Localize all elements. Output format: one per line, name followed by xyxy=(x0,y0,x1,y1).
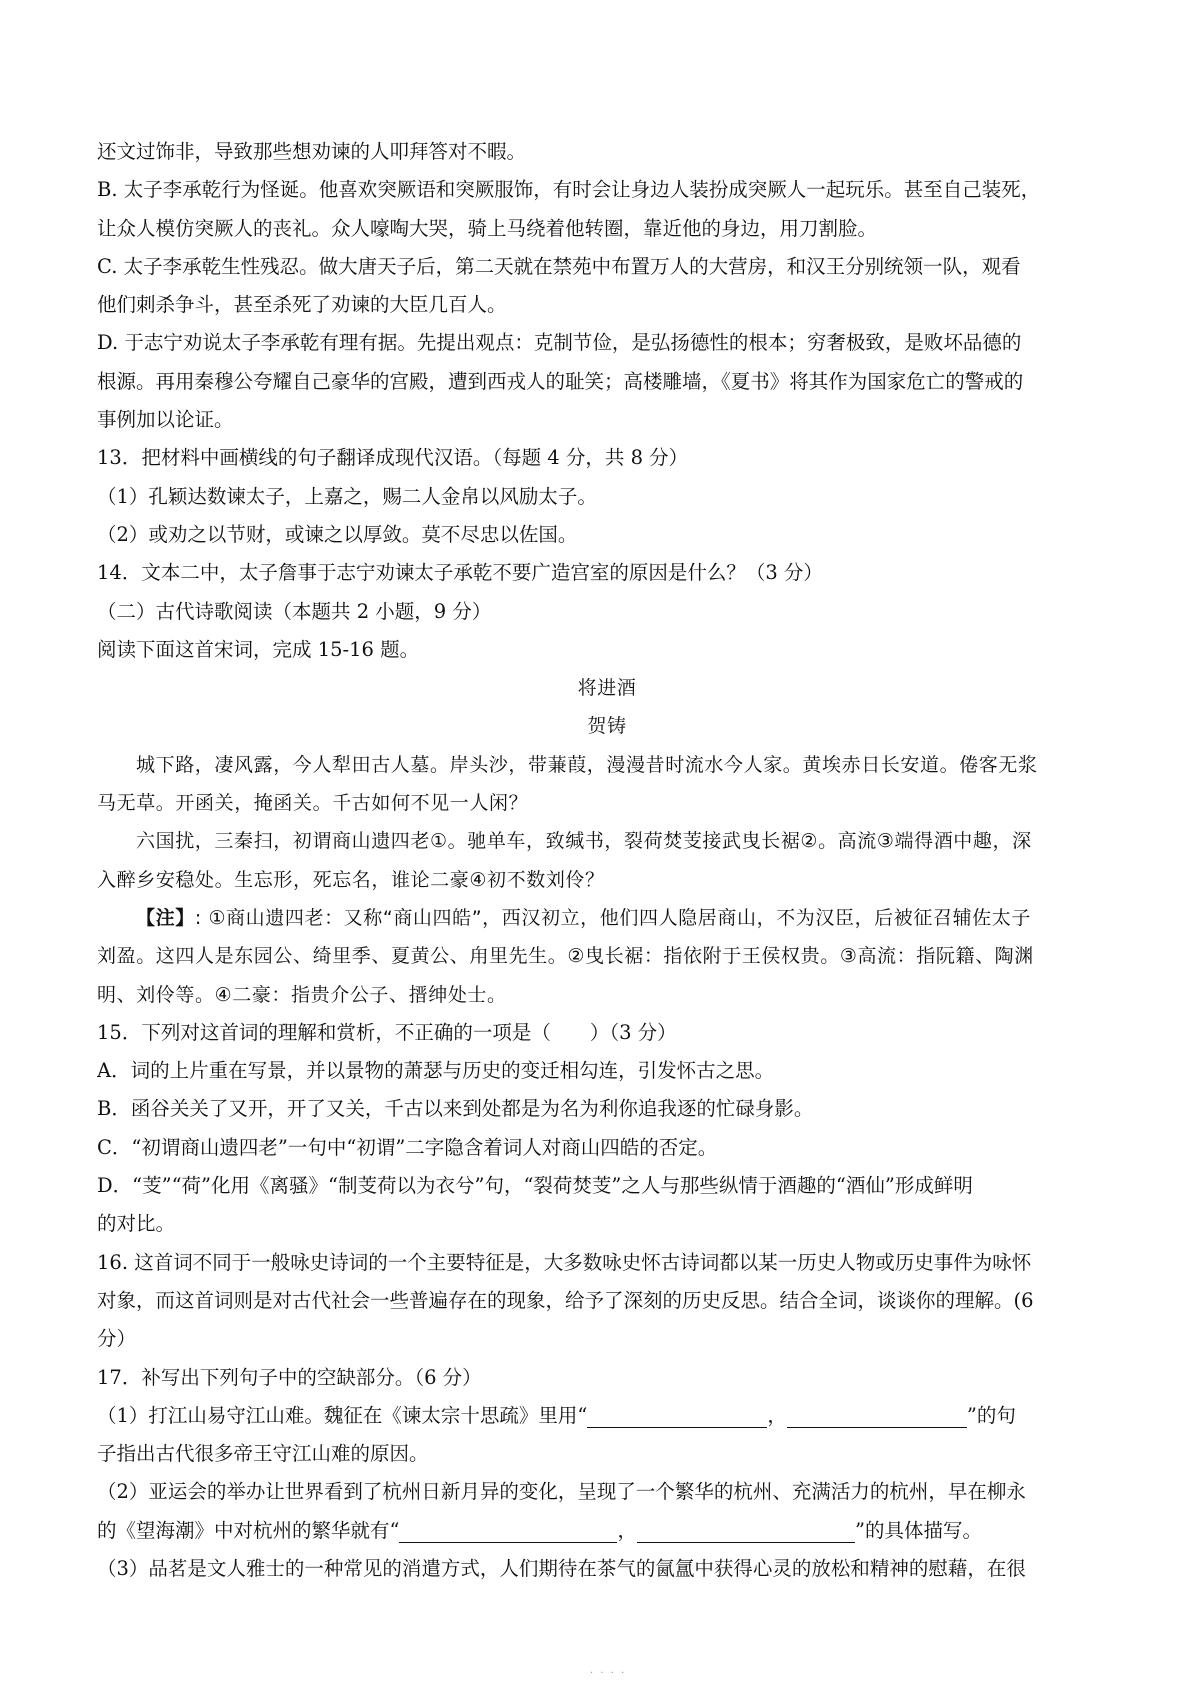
poem-line: 入醉乡安稳处。生忘形，死忘名，谁论二豪④初不数刘伶？ xyxy=(97,868,605,891)
q17-item-1-line-1 xyxy=(97,1397,1117,1435)
q17-text: ， xyxy=(767,1403,787,1427)
text-line: 还文过饰非，导致那些想劝谏的人叩拜答对不暇。 xyxy=(97,140,527,163)
text-line: D．“芰”“荷”化用《离骚》“制芰荷以为衣兮”句，“裂荷焚芰”之人与那些纵情于酒趣的“酒仙”形成鲜明 xyxy=(97,1174,973,1198)
text-line: 事例加以论证。 xyxy=(97,408,234,432)
exam-page xyxy=(97,133,1117,1588)
text-line: 分） xyxy=(97,1327,137,1351)
text-line: 他们刺杀争斗，甚至杀死了劝谏的大臣几百人。 xyxy=(97,293,507,317)
note-label: 【注】 xyxy=(136,906,195,929)
text-line: 的对比。 xyxy=(97,1212,176,1236)
text-line: C. 太子李承乾生性残忍。做大唐天子后，第二天就在禁苑中布置万人的大营房，和汉王分别统领一队，观看 xyxy=(97,254,1021,278)
poem-line: 六国扰，三秦扫，初谓商山遗四老①。驰单车，致缄书，裂荷焚芰接武曳长裾②。高流③端得酒中趣，深 xyxy=(136,830,1032,853)
q17-text: ， xyxy=(617,1518,637,1542)
answer-blank[interactable] xyxy=(587,1405,767,1428)
answer-blank[interactable] xyxy=(637,1520,855,1543)
poem-title: 将进酒 xyxy=(577,677,637,700)
text-line: 阅读下面这首宋词，完成 15-16 题。 xyxy=(97,637,420,661)
q17-text: ”的句 xyxy=(966,1403,1016,1427)
text-line: （2）或劝之以节财，或谏之以厚敛。莫不尽忠以佐国。 xyxy=(97,522,578,546)
poem-note-line: 刘盈。这四人是东园公、绮里季、夏黄公、甪里先生。②曳长裾：指依附于王侯权贵。③高流：指阮籍、陶渊 xyxy=(97,945,1034,968)
poem-stanza-1 xyxy=(97,746,1117,823)
text-line: （1）孔颖达数谏太子，上嘉之，赐二人金帛以风励太子。 xyxy=(97,484,597,508)
poem-stanza-2 xyxy=(97,822,1117,899)
text-line: 16. 这首词不同于一般咏史诗词的一个主要特征是，大多数咏史怀古诗词都以某一历史人物或历史事件为咏怀 xyxy=(97,1250,1032,1274)
text-block-top xyxy=(97,133,1117,669)
text-line: B．函谷关关了又开，开了又关，千古以来到处都是为名为利你追我逐的忙碌身影。 xyxy=(97,1097,814,1121)
text-line: 根源。再用秦穆公夸耀自己豪华的宫殿，遭到西戎人的耻笑；高楼雕墙，《夏书》将其作为国家危亡的警戒的 xyxy=(97,369,1024,393)
text-line: A．词的上片重在写景，并以景物的萧瑟与历史的变迁相勾连，引发怀古之思。 xyxy=(97,1059,775,1083)
text-line: 15．下列对这首词的理解和赏析，不正确的一项是（ ）（3 分） xyxy=(97,1020,677,1044)
poem-note-line xyxy=(97,899,1117,937)
text-line: C．“初谓商山遗四老”一句中“初谓”二字隐含着词人对商山四皓的否定。 xyxy=(97,1135,718,1159)
q17-text: （1）打江山易守江山难。魏征在《谏太宗十思疏》里用“ xyxy=(97,1403,588,1427)
text-line: 14．文本二中，太子詹事于志宁劝谏太子承乾不要广造宫室的原因是什么？（3 分） xyxy=(97,561,823,585)
poem-line: 马无草。开函关，掩函关。千古如何不见一人闲？ xyxy=(97,792,529,815)
q17-item-2-line-1: （2）亚运会的举办让世界看到了杭州日新月异的变化，呈现了一个繁华的杭州、充满活力的杭州，早在柳永 xyxy=(97,1480,1026,1504)
q17-item-3-line-1: （3）品茗是文人雅士的一种常见的消遣方式，人们期待在茶气的氤氲中获得心灵的放松和精神的慰藉，在很 xyxy=(97,1556,1026,1580)
q17-item-2-line-2 xyxy=(97,1512,1117,1550)
text-line: B. 太子李承乾行为怪诞。他喜欢突厥语和突厥服饰，有时会让身边人装扮成突厥人一起玩乐。甚至自己装死， xyxy=(97,178,1041,202)
text-line: 17．补写出下列句子中的空缺部分。（6 分） xyxy=(97,1365,482,1389)
note-text: : ①商山遗四老：又称“商山四皓”，西汉初立，他们四人隐居商山，不为汉臣，后被征召辅佐太子 xyxy=(194,906,1031,929)
text-line: （二）古代诗歌阅读（本题共 2 小题，9 分） xyxy=(97,599,492,623)
text-line: 让众人模仿突厥人的丧礼。众人嚎啕大哭，骑上马绕着他转圈，靠近他的身边，用刀割脸。 xyxy=(97,216,878,240)
page-footer-mark: · · · · xyxy=(590,1668,627,1679)
text-block-bottom xyxy=(97,1014,1117,1397)
text-line: D. 于志宁劝说太子李承乾有理有据。先提出观点：克制节俭，是弘扬德性的根本；穷奢极致，是败坏品德的 xyxy=(97,331,1022,355)
text-line: 13．把材料中画横线的句子翻译成现代汉语。（每题 4 分，共 8 分） xyxy=(97,446,689,470)
answer-blank[interactable] xyxy=(787,1405,967,1428)
q17-text: 的《望海潮》中对杭州的繁华就有“ xyxy=(97,1518,400,1542)
text-line: 对象，而这首词则是对古代社会一些普遍存在的现象，给予了深刻的历史反思。结合全词，谈谈你的理解。(6 xyxy=(97,1288,1034,1312)
poem-line: 城下路，凄风露，今人犁田古人墓。岸头沙，带蒹葭，漫漫昔时流水今人家。黄埃赤日长安道。倦客无浆 xyxy=(136,753,1038,776)
q17-text: ”的具体描写。 xyxy=(855,1518,982,1542)
poem-note-line: 明、刘伶等。④二豪：指贵介公子、搢绅处士。 xyxy=(97,983,507,1006)
q17-item-1-line-2: 子指出古代很多帝王守江山难的原因。 xyxy=(97,1442,429,1466)
poem-author: 贺铸 xyxy=(587,715,627,738)
answer-blank[interactable] xyxy=(399,1520,617,1543)
